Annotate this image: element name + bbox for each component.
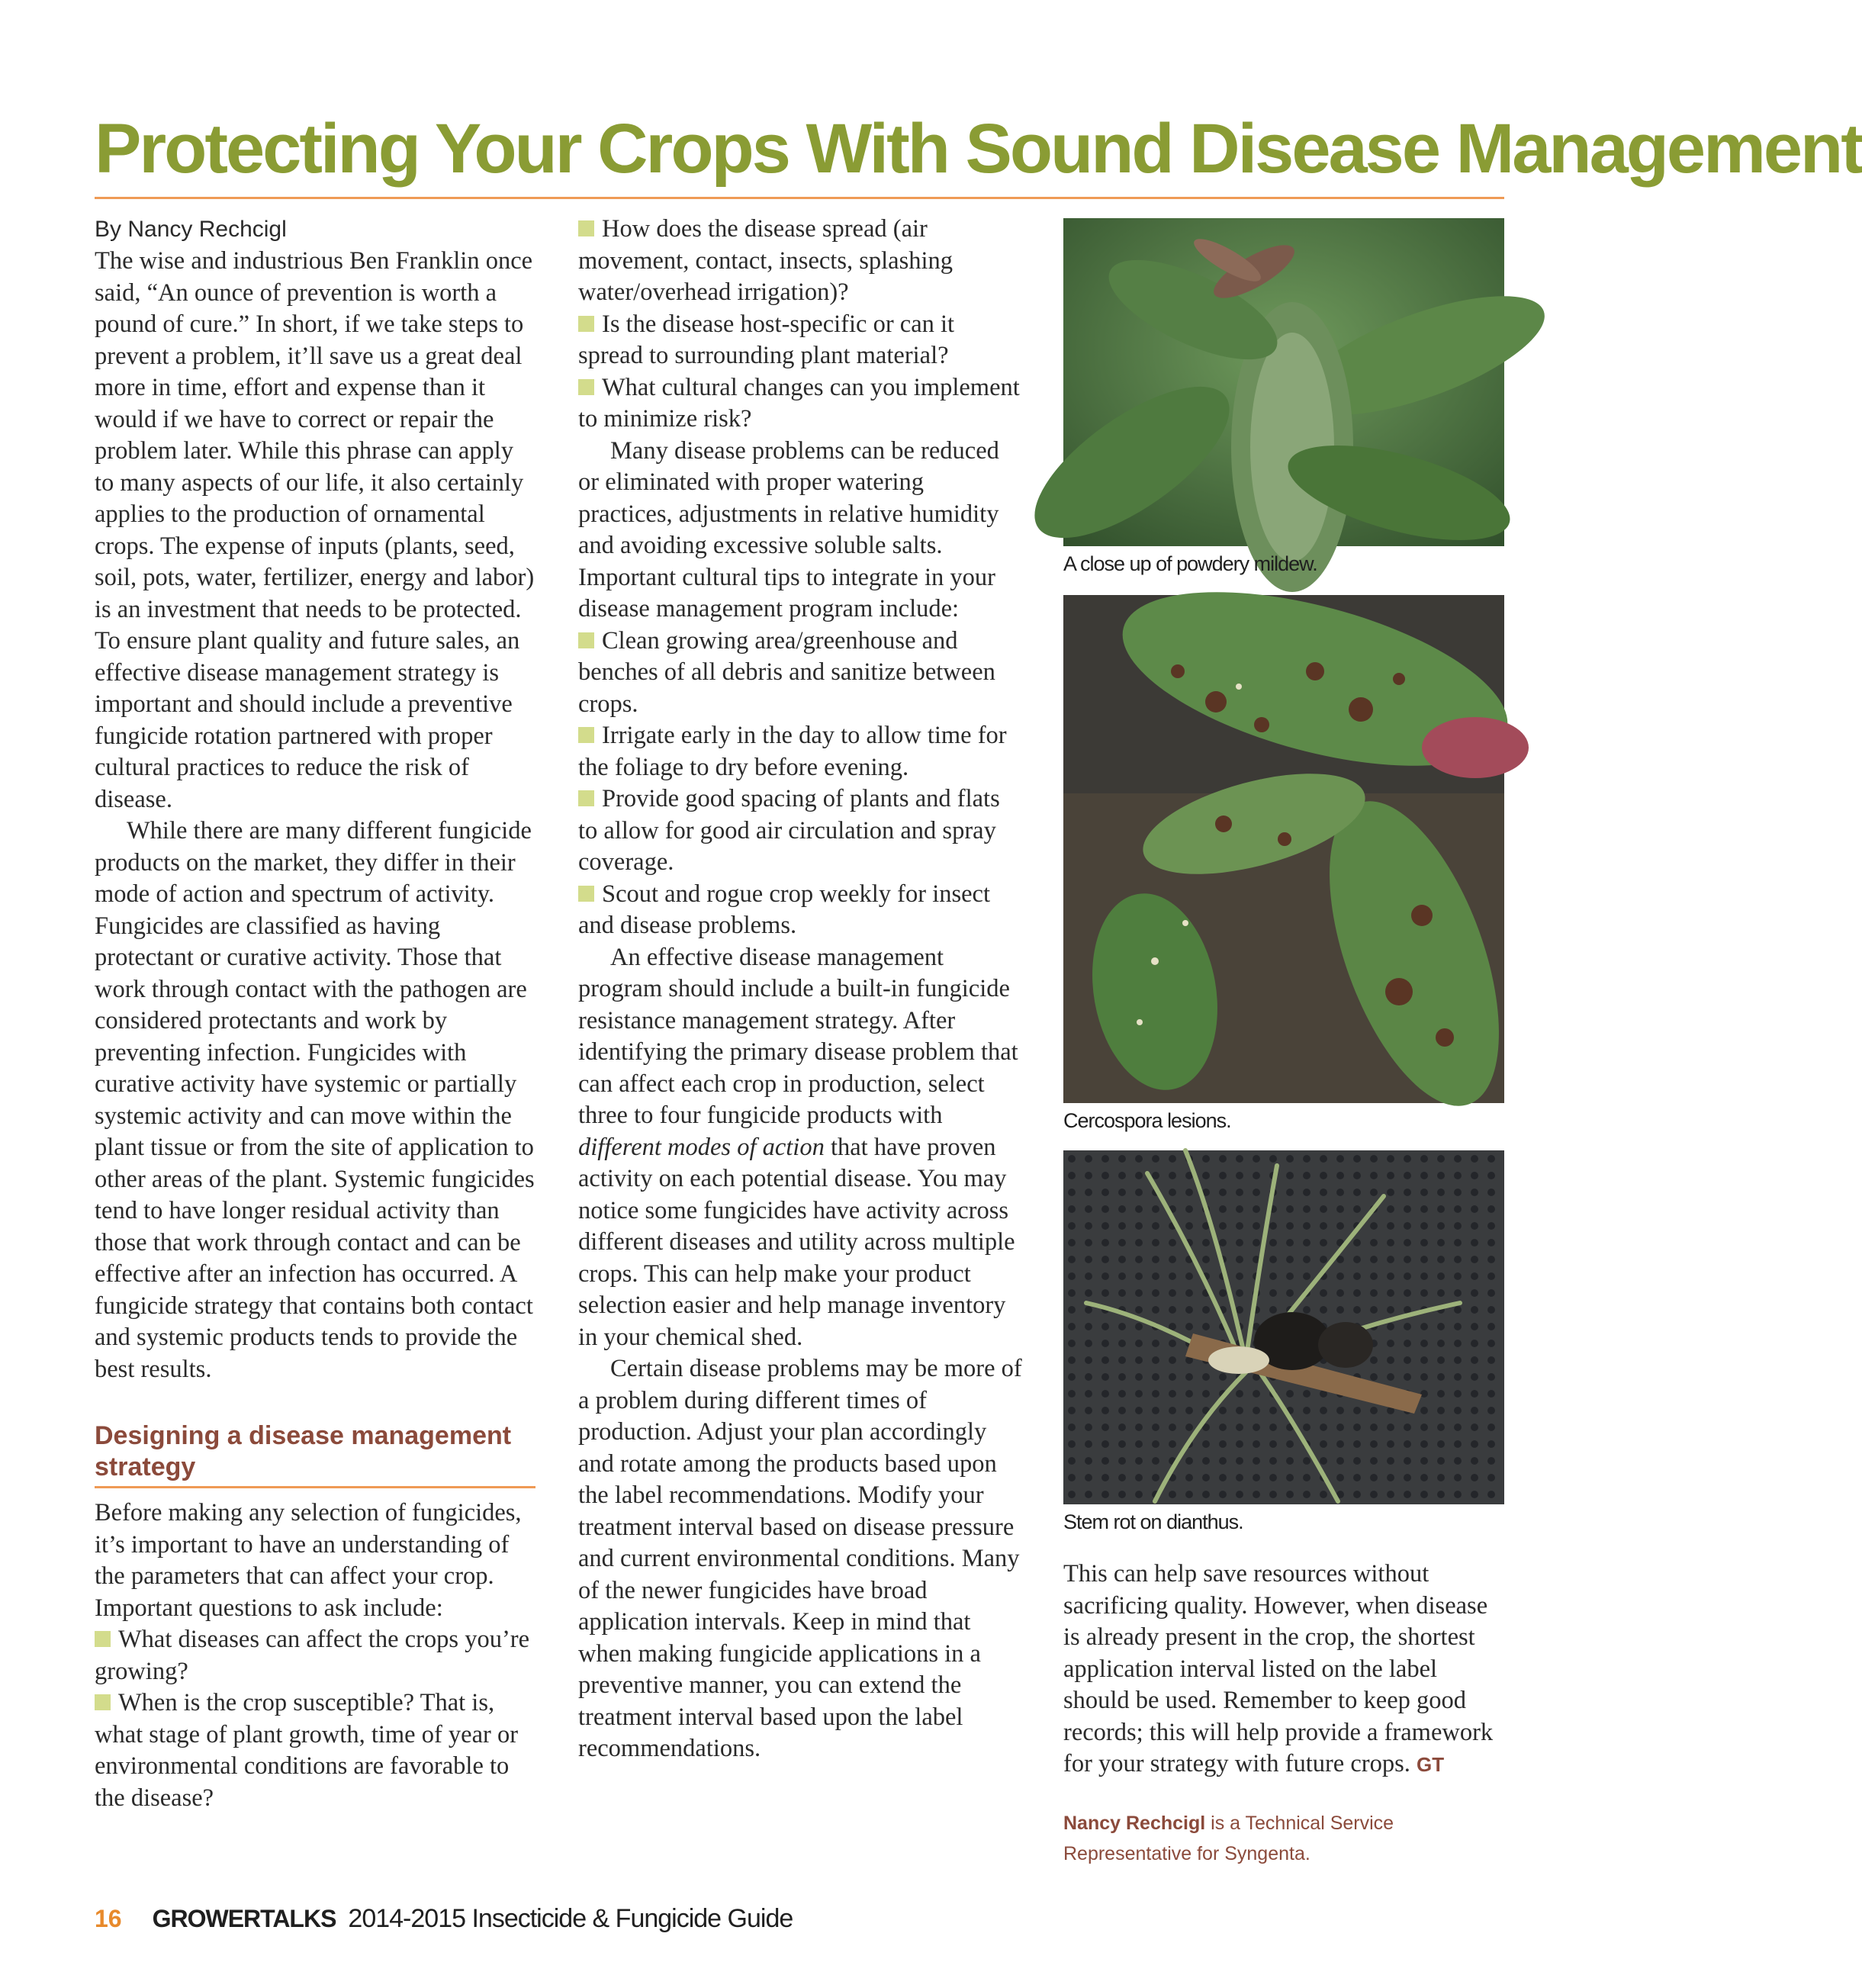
bio-name: Nancy Rechcigl [1063, 1813, 1206, 1834]
end-mark: GT [1417, 1753, 1445, 1776]
text-column-1 [95, 214, 535, 1814]
tip-text: Irrigate early in the day to allow time for the foliage to dry before evening. [578, 722, 1007, 781]
byline: By Nancy Rechcigl [95, 217, 287, 242]
question-text: How does the disease spread (air movement, contact, insects, splashing water/overhead irrigation)? [578, 215, 954, 306]
article-title: Protecting Your Crops With Sound Disease Management [95, 110, 1862, 188]
tip-text: Clean growing area/greenhouse and benches of all debris and sanitize between crops. [578, 626, 995, 718]
program-text-italic: different modes of action [578, 1133, 825, 1161]
cultural-paragraph: Many disease problems can be reduced or eliminated with proper watering practices, adjustments in relative humidity and avoiding excessive soluble salts. Important cultural tips to integrate in your disease management program include: [578, 436, 999, 622]
tip-item [578, 879, 1022, 942]
question-item [578, 309, 1022, 372]
photo-cercospora [1063, 595, 1504, 1103]
bullet-square-icon [578, 316, 594, 332]
design-paragraph: Before making any selection of fungicides, it’s important to have an understanding of the parameters that can affect your crop. Important questions to ask include: [95, 1499, 522, 1622]
program-text-start: An effective disease management program should include a built-in fungicide resistance management strategy. After identifying the primary disease problem that can affect each crop in production, select three to four fungicide products with [578, 943, 1018, 1129]
tip-text: Provide good spacing of plants and flats to allow for good air circulation and spray coverage. [578, 785, 1000, 876]
question-text: When is the crop susceptible? That is, what stage of plant growth, time of year or environmental conditions are favorable to the disease? [95, 1689, 519, 1812]
intro-paragraph-1: The wise and industrious Ben Franklin once said, “An ounce of prevention is worth a pound of cure.” In short, if we take steps to prevent a problem, it’ll save us a great deal more in time, effort and expense than it would if we have to correct or repair the problem later. While this phrase can apply to many aspects of our life, it also certainly applies to the production of ornamental crops. The expense of inputs (plants, seed, soil, pots, water, fertilizer, energy and labor) is an investment that needs to be protected. To ensure plant quality and future sales, an effective disease management strategy is important and should include a preventive fungicide rotation partnered with proper cultural practices to reduce the risk of disease. [95, 247, 535, 813]
question-item [578, 214, 1022, 309]
bullet-square-icon [578, 727, 594, 743]
tip-item [578, 783, 1022, 879]
bullet-square-icon [578, 632, 594, 648]
title-rule [95, 197, 1504, 199]
bullet-square-icon [578, 886, 594, 902]
page-footer [95, 1904, 793, 1942]
photo-caption: A close up of powdery mildew. [1063, 552, 1317, 575]
question-item [95, 1687, 535, 1814]
timing-paragraph: Certain disease problems may be more of a problem during different times of production. Adjust your plan accordingly and rotate among the products based upon the label recommendations. Modify your treatment interval based on disease pressure and current environmental conditions. Many of the newer fungicides have broad application intervals. Keep in mind that when making fungicide applications in a preventive manner, you can extend the treatment interval based upon the label recommendations. [578, 1355, 1022, 1762]
question-item [95, 1624, 535, 1687]
tip-item [578, 720, 1022, 783]
photo-powdery-mildew [1063, 218, 1504, 546]
intro-paragraph-2: While there are many different fungicide products on the market, they differ in their mode of action and spectrum of activity. Fungicides are classified as having protectant or curative activity. Those that work through contact with the pathogen are considered protectants and work by preventing infection. Fungicides with curative activity have systemic or partially systemic activity and can move within the plant tissue or from the site of application to other areas of the plant. Systemic fungicides tend to have longer residual activity than those that work through contact and can be effective after an infection has occurred. A fungicide strategy that contains both contact and systemic products tends to provide the best results. [95, 817, 535, 1383]
bullet-square-icon [95, 1694, 111, 1710]
magazine-name: GROWERTALKS [152, 1905, 336, 1932]
photo-caption: Stem rot on dianthus. [1063, 1510, 1243, 1533]
bio-text: is a Technical Service Representative for Syngenta. [1063, 1813, 1394, 1864]
bullet-square-icon [578, 220, 594, 236]
question-text: What diseases can affect the crops you’re growing? [95, 1626, 530, 1685]
question-item [578, 372, 1022, 436]
question-text: Is the disease host-specific or can it spread to surrounding plant material? [578, 310, 955, 369]
program-text-end: that have proven activity on each potential disease. You may notice some fungicides have activity across different diseases and utility across multiple crops. This can help make your product selection easier and help manage inventory in your chemical shed. [578, 1133, 1015, 1351]
bullet-square-icon [95, 1631, 111, 1647]
bullet-square-icon [578, 790, 594, 806]
text-column-2 [578, 214, 1022, 1765]
page-number: 16 [95, 1905, 122, 1932]
closing-paragraph [1063, 1559, 1504, 1781]
author-bio [1063, 1808, 1504, 1869]
section-subhead: Designing a disease management strategy [95, 1420, 535, 1488]
tip-text: Scout and rogue crop weekly for insect and disease problems. [578, 880, 991, 939]
bullet-square-icon [578, 379, 594, 395]
photo-caption: Cercospora lesions. [1063, 1109, 1231, 1132]
closing-text: This can help save resources without sacrificing quality. However, when disease is already present in the crop, the shortest application interval listed on the label should be used. Remember to keep good records; this will help provide a framework for your strategy with future crops. [1063, 1560, 1494, 1777]
photo-stem-rot [1063, 1150, 1504, 1504]
tip-item [578, 626, 1022, 721]
text-column-3 [1063, 1559, 1504, 1781]
program-paragraph [578, 942, 1022, 1354]
question-text: What cultural changes can you implement to minimize risk? [578, 373, 1020, 433]
guide-title: 2014-2015 Insecticide & Fungicide Guide [348, 1904, 793, 1933]
